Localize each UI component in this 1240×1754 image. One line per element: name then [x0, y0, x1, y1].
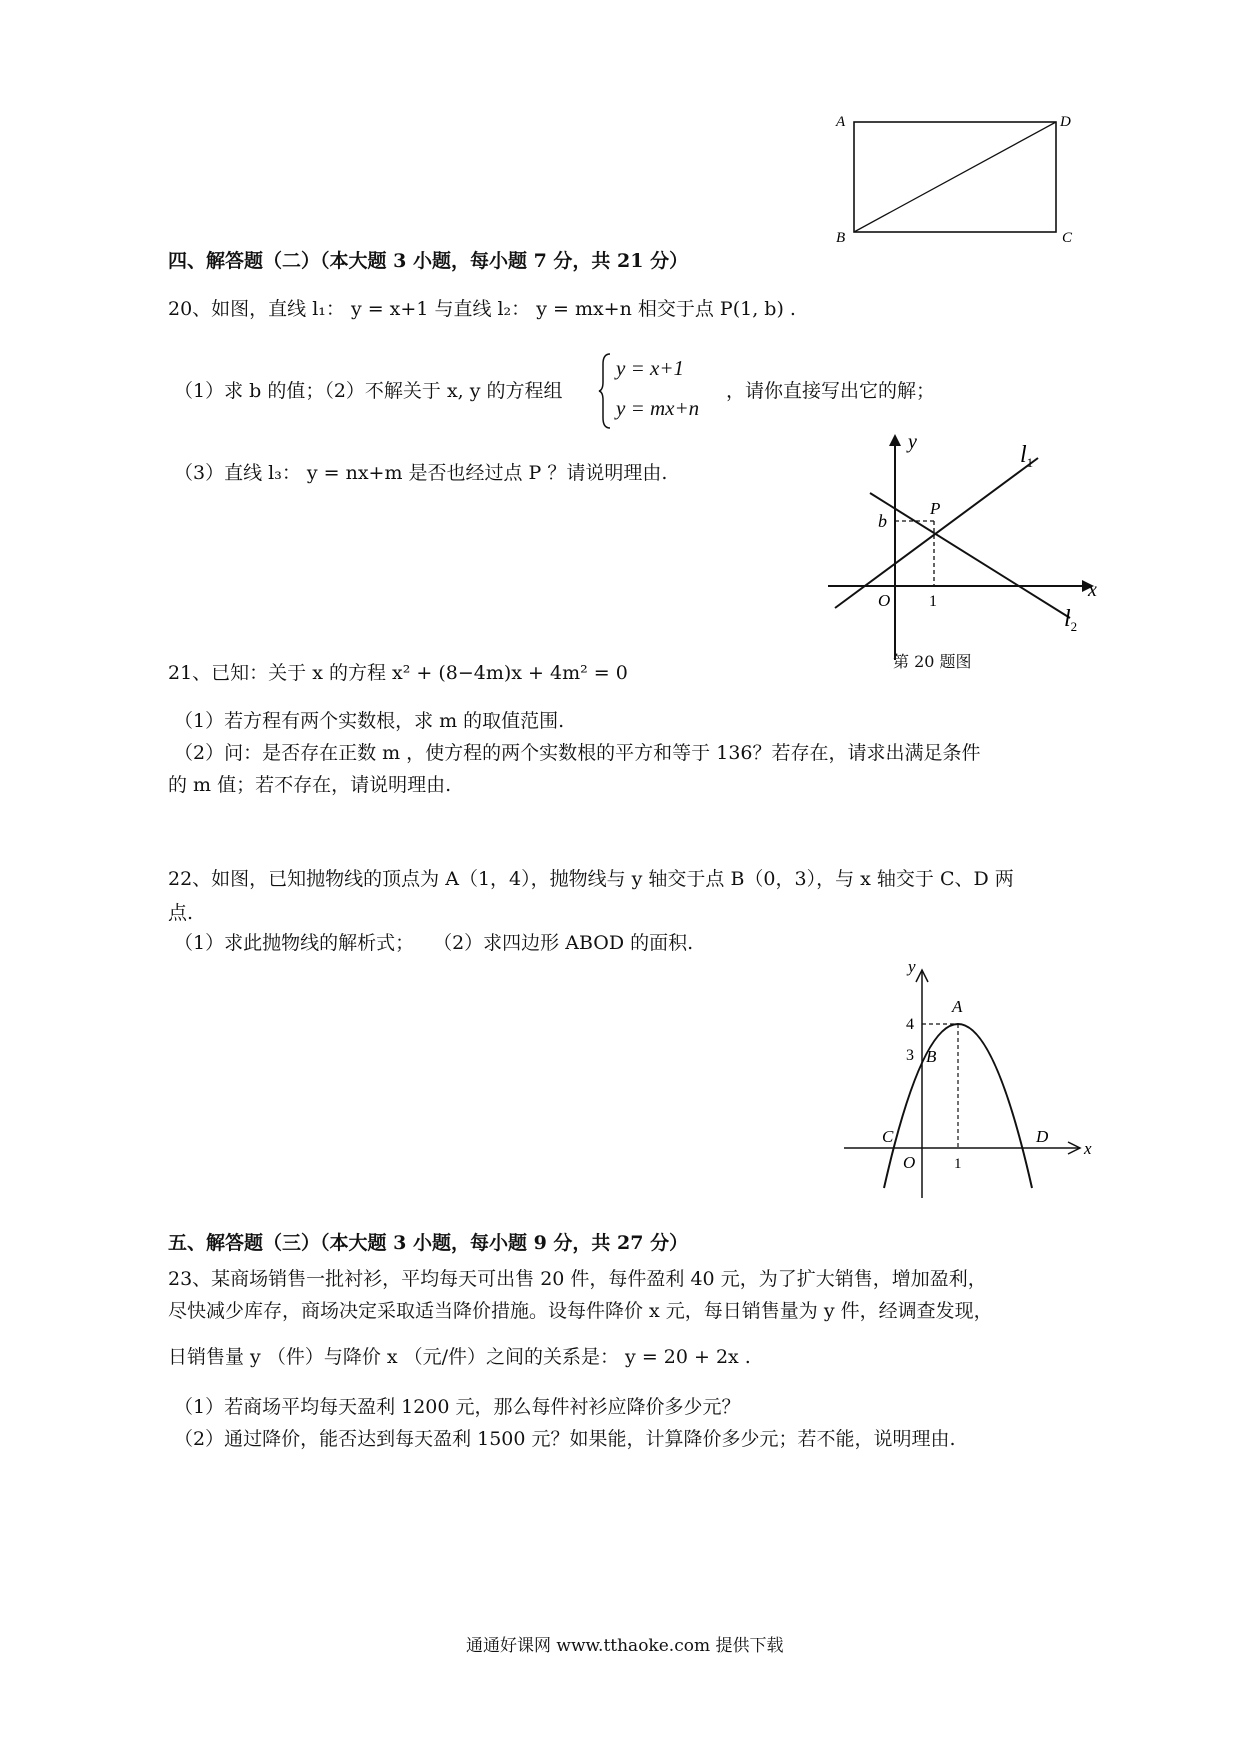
q23-part2: （2）通过降价，能否达到每天盈利 1500 元？如果能，计算降价多少元；若不能，说明理由.	[174, 1428, 956, 1450]
q23-part1: （1）若商场平均每天盈利 1200 元，那么每件衬衫应降价多少元？	[174, 1396, 741, 1418]
point-C-label: C	[882, 1127, 894, 1146]
section4-heading: 四、解答题（二）（本大题 3 小题，每小题 7 分，共 21 分）	[168, 250, 689, 272]
tick-4-label: 4	[906, 1016, 914, 1033]
page-footer: 通通好课网 www.tthaoke.com 提供下载	[466, 1636, 784, 1656]
q20-part12-a: （1）求 b 的值；（2）不解关于 x, y 的方程组	[174, 380, 563, 402]
y-axis-label: y	[908, 431, 917, 453]
origin-label: O	[878, 591, 891, 610]
l1-label: $l_1$	[1020, 442, 1034, 470]
label-A: A	[836, 114, 846, 130]
q22-parabola-graph	[840, 960, 1110, 1210]
q21-part2-line2: 的 m 值；若不存在，请说明理由.	[168, 774, 452, 796]
q20-intro: 20、如图，直线 l₁： y = x+1 与直线 l₂： y = mx+n 相交于点 P(1, b) .	[168, 298, 796, 320]
origin-label: O	[903, 1153, 916, 1172]
label-D: D	[1060, 114, 1071, 130]
equation-1: y = x+1	[616, 356, 684, 380]
q22-line1: 22、如图，已知抛物线的顶点为 A（1，4），抛物线与 y 轴交于点 B（0，3），与 x 轴交于 C、D 两	[168, 868, 1014, 890]
equation-2: y = mx+n	[616, 396, 700, 420]
brace-icon	[598, 352, 612, 430]
vertex-A-label: A	[952, 997, 963, 1016]
equation-system	[598, 352, 738, 430]
q20-figure-caption: 第 20 题图	[893, 652, 972, 671]
x-axis-label: x	[1088, 579, 1097, 601]
point-D-label: D	[1036, 1127, 1049, 1146]
label-C: C	[1062, 230, 1073, 246]
q23-line3: 日销售量 y （件）与降价 x （元/件）之间的关系是： y = 20 + 2x .	[168, 1346, 751, 1368]
y-axis-label: y	[908, 960, 916, 976]
q20-part3: （3）直线 l₃： y = nx+m 是否也经过点 P ？请说明理由.	[174, 462, 668, 484]
l2-label: $l_2$	[1064, 606, 1078, 634]
q23-line1: 23、某商场销售一批衬衫，平均每天可出售 20 件，每件盈利 40 元，为了扩大销售，增加盈利，	[168, 1268, 987, 1290]
q21-intro: 21、已知：关于 x 的方程 x² + (8−4m)x + 4m² = 0	[168, 662, 628, 684]
q23-line2: 尽快减少库存，商场决定采取适当降价措施。设每件降价 x 元，每日销售量为 y 件，经调查发现，	[168, 1300, 993, 1322]
b-label: b	[878, 511, 887, 531]
q20-graph	[820, 428, 1110, 678]
x-axis-label: x	[1084, 1139, 1092, 1158]
point-B-label: B	[926, 1047, 937, 1066]
q22-line2: 点.	[168, 902, 194, 924]
tick-3-label: 3	[906, 1047, 914, 1064]
label-B: B	[836, 230, 846, 246]
point-P-label: P	[930, 499, 941, 518]
q21-part1: （1）若方程有两个实数根，求 m 的取值范围.	[174, 710, 565, 732]
tick-1-label: 1	[929, 593, 937, 610]
q21-part2-line1: （2）问：是否存在正数 m ，使方程的两个实数根的平方和等于 136？若存在，请求出满足条件	[174, 742, 981, 764]
q20-part12-b: ，请你直接写出它的解；	[726, 380, 936, 402]
tick-1-label: 1	[954, 1156, 962, 1172]
q22-parts: （1）求此抛物线的解析式； （2）求四边形 ABOD 的面积.	[174, 932, 694, 954]
rectangle-figure	[830, 108, 1080, 248]
section5-heading: 五、解答题（三）（本大题 3 小题，每小题 9 分，共 27 分）	[168, 1232, 689, 1254]
